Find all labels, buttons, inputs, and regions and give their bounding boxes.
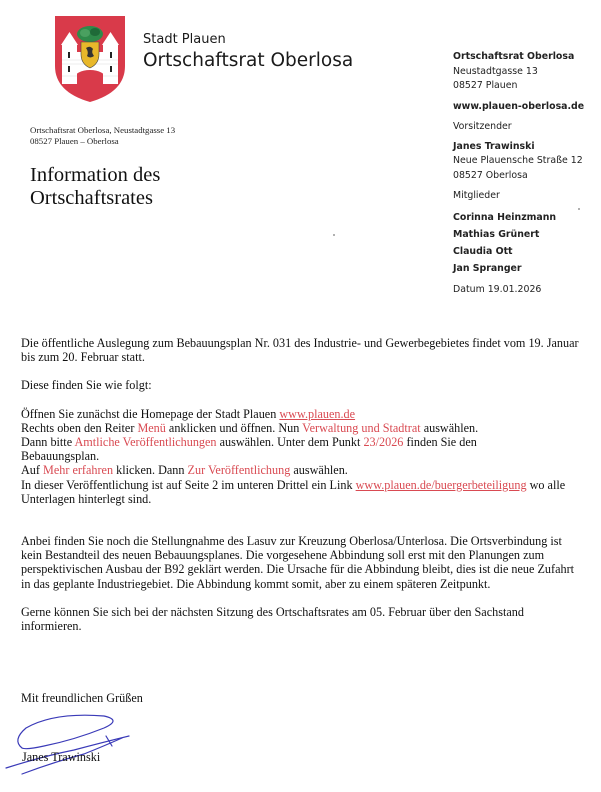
document-title [30,164,160,210]
sidebar-chair-street: Neue Plauensche Straße 12 [453,155,583,166]
sidebar-member: Corinna Heinzmann [453,211,557,223]
letter-body [21,336,596,633]
sidebar-street: Neustadtgasse 13 [453,65,538,77]
closing-greeting: Mit freundlichen Grüßen [21,691,143,705]
highlight-menu: Menü [137,420,166,435]
sidebar-website[interactable]: www.plauen-oberlosa.de [453,100,585,112]
sidebar-members-label: Mitglieder [453,190,500,201]
highlight-mehr-erfahren: Mehr erfahren [43,463,114,478]
sidebar-city: 08527 Plauen [453,80,518,91]
scan-speck [333,234,335,236]
contact-sidebar [453,50,601,297]
title-line-2: Ortschaftsrates [30,187,153,209]
sender-line-2: 08527 Plauen – Oberlosa [30,135,119,146]
link-plauen-de[interactable]: www.plauen.de [279,406,356,421]
sidebar-chair-city: 08527 Oberlosa [453,169,528,181]
letterhead-city: Stadt Plauen [143,32,226,47]
handwritten-signature [4,706,134,776]
paragraph-intro: Die öffentliche Auslegung zum Bebauungsplan Nr. 031 des Industrie- und Gewerbegebietes findet vom 19. Januar bis zum 20. Februar statt. [21,336,579,365]
highlight-verwaltung: Verwaltung und Stadtrat [302,420,421,435]
paragraph-lasuv: Anbei finden Sie noch die Stellungnahme des Lasuv zur Kreuzung Oberlosa/Unterlosa. Die Ortsverbindung ist kein Bestandteil des neuen Bebauungsplanes. Die vorgesehene Abbindung soll erst mit den Planungen zum perspektivischen Ausbau der B92 geklärt werden. Die Ursache für die Abbindung bleibt, dies ist die neue Zufahrt in das geplante Industriegebiet. Die Abbindung kommt somit, aber zu einem späteren Zeitpunkt. [21,534,575,591]
signer-name: Janes Trawinski [22,750,101,764]
scan-speck [578,208,580,210]
sidebar-chair-label: Vorsitzender [453,121,512,132]
instructions [21,407,586,506]
paragraph-how-to: Diese finden Sie wie folgt: [21,378,152,393]
title-line-1: Information des [30,164,161,186]
instruction-step-2: Rechts oben den Reiter Menü anklicken und öffnen. Nun Verwaltung und Stadtrat auswählen. [21,420,479,435]
instruction-step-1: Öffnen Sie zunächst die Homepage der Stadt Plauen www.plauen.de [21,406,356,421]
sidebar-date: Datum 19.01.2026 [453,283,542,295]
instruction-step-4: Auf Mehr erfahren klicken. Dann Zur Veröffentlichung auswählen. [21,463,348,478]
sidebar-org-name: Ortschaftsrat Oberlosa [453,51,575,62]
highlight-amtliche: Amtliche Veröffentlichungen [74,435,217,450]
paragraph-meeting: Gerne können Sie sich bei der nächsten Sitzung des Ortschaftsrates am 05. Februar über den Sachstand informieren. [21,604,524,634]
sidebar-member: Claudia Ott [453,245,513,257]
link-buergerbeteiligung[interactable]: www.plauen.de/buergerbeteiligung [355,477,527,492]
highlight-punkt: 23/2026 [363,435,404,450]
sender-line-1: Ortschaftsrat Oberlosa, Neustadtgasse 13 [30,125,176,135]
sidebar-member: Jan Spranger [453,262,522,274]
highlight-zur-veroeffentlichung: Zur Veröffentlichung [187,463,291,478]
instruction-step-5: In dieser Veröffentlichung ist auf Seite 2 im unteren Drittel ein Link www.plauen.de/buergerbeteiligung wo alle Unterlagen hinterlegt sind. [21,477,566,506]
sender-return-address [30,125,175,146]
instruction-step-3: Dann bitte Amtliche Veröffentlichungen auswählen. Unter dem Punkt 23/2026 finden Sie den Bebauungsplan. [21,435,477,464]
coat-of-arms-logo [53,14,127,104]
letterhead-organisation: Ortschaftsrat Oberlosa [143,50,354,71]
sidebar-chair-name: Janes Trawinski [453,140,535,152]
sidebar-member: Mathias Grünert [453,228,540,240]
